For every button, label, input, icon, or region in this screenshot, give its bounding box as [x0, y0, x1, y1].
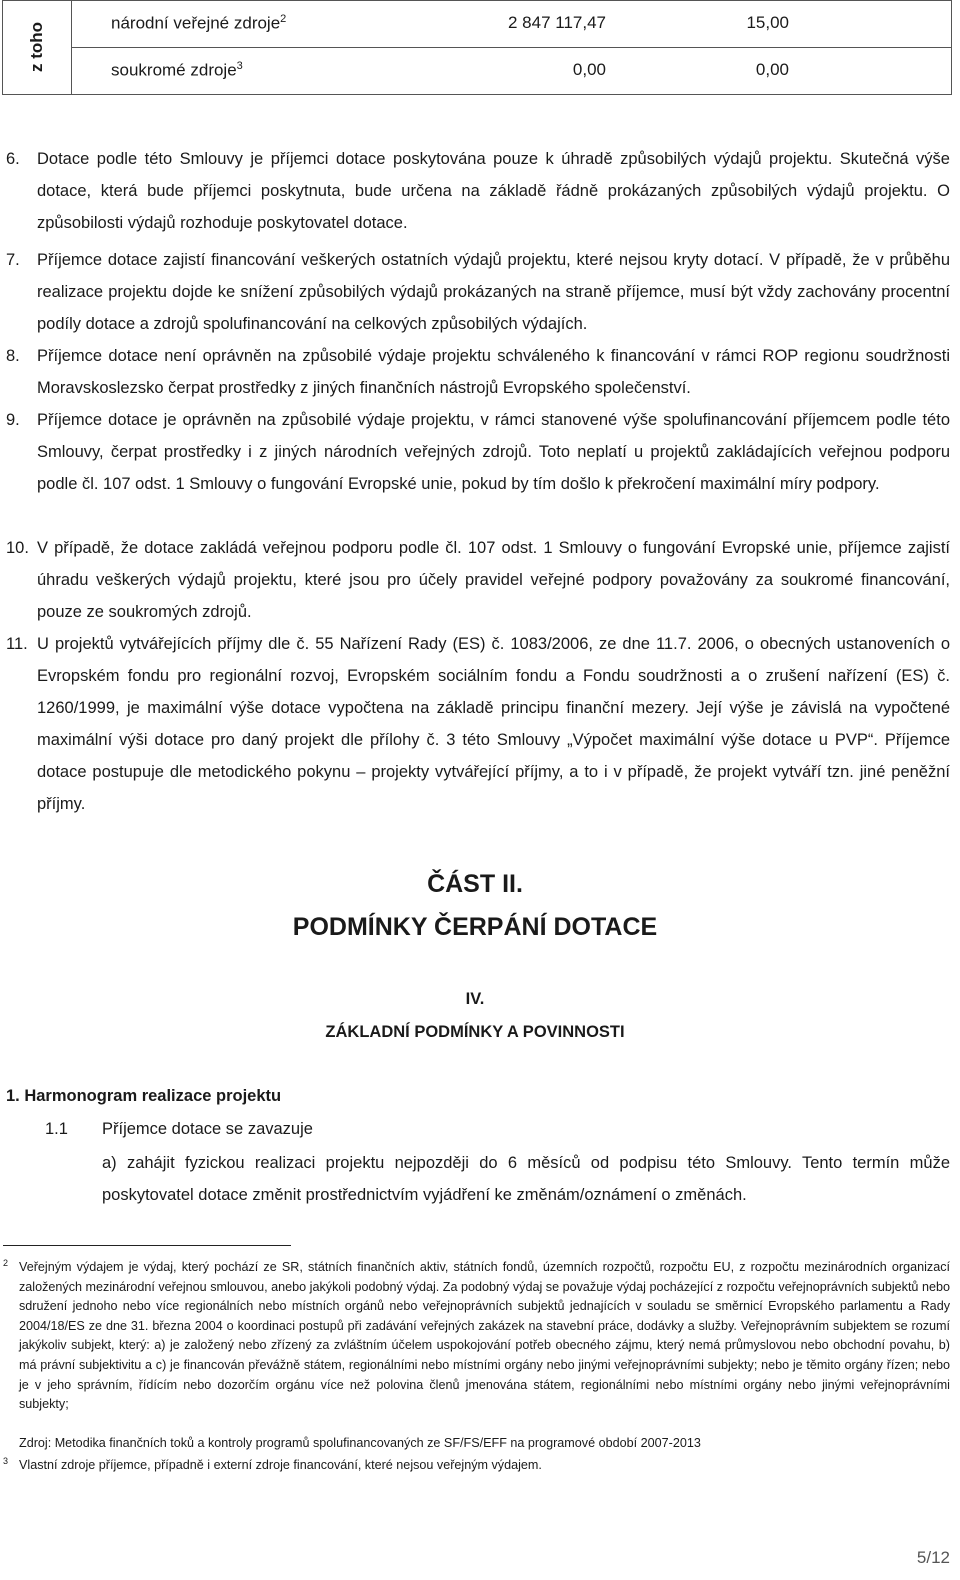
paragraph-11 [0, 628, 950, 820]
paragraph-text: Příjemce dotace zajistí financování veškerých ostatních výdajů projektu, které nejsou kryty dotací. V případě, že v průběhu realizace projektu dojde ke snížení způsobilých výdajů prokázaných na straně příjemce, musí být vždy zachovány procentní podíly dotace a zdrojů spolufinancování na celkových způsobilých výdajích. [37, 251, 950, 333]
article-number: IV. [465, 990, 485, 1008]
funding-table-side-cell [3, 1, 72, 94]
part-number: ČÁST II. [427, 870, 523, 898]
paragraph-text: V případě, že dotace zakládá veřejnou podporu podle čl. 107 odst. 1 Smlouvy o fungování Evropské unie, příjemce zajistí úhradu veškerých výdajů projektu, které jsou pro účely pravidel veřejné podpory považovány za soukromé financování, pouze ze soukromých zdrojů. [37, 539, 950, 621]
paragraph-number: 11. [6, 635, 28, 653]
funding-row-name: národní veřejné zdroje$^2$ [111, 13, 287, 33]
funding-row-amount: 0,00 [572, 60, 606, 79]
paragraph-number: 8. [6, 347, 20, 365]
footnote-ref: 3 [236, 60, 243, 72]
paragraph-8 [0, 340, 950, 404]
subsection-number: 1.1 [45, 1120, 68, 1138]
footnote-text: Veřejným výdajem je výdaj, který pochází ze SR, státních finančních aktiv, státních fondů, územních rozpočtů, rozpočtu EU, z rozpočtu mezinárodních organizací založených mezinárodní veřejnou smlouvou, anebo jakýkoli podobný výdaj. Za podobný výdaj se považuje výdaj pocházející z rozpočtu veřejnoprávních subjektů nebo sdružení jednoho nebo více regionálních nebo místních orgánů nebo veřejnoprávních subjektů jednajících v souladu se směrnicí Evropského parlamentu a Rady 2004/18/ES ze dne 31. března 2004 o koordinaci postupů při zadávání veřejných zakázek na stavební práce, dodávky a služby. Veřejnoprávním subjektem se rozumí jakýkoliv subjekt, který: a) je založený nebo zřízený za zvláštním účelem uspokojování potřeb obecného zájmu, který nemá průmyslovou nebo obchodní povahu, b) má právní subjektivitu a c) je financován převážně státem, regionálními nebo místními orgány nebo jinými veřejnoprávními subjekty; nebo je těmito orgány řízen; nebo je v jeho správním, řídícím nebo dozorčím orgánu více než polovina členů jmenována státem, regionálními nebo místními orgány nebo jinými veřejnoprávními subjekty; [19, 1260, 950, 1412]
footnote-source: Zdroj: Metodika finančních toků a kontroly programů spolufinancovaných ze SF/FS/EFF na programové období 2007-2013 [19, 1436, 701, 1450]
paragraph-6 [0, 143, 950, 239]
paragraph-number: 6. [6, 150, 20, 168]
paragraph-7 [0, 244, 950, 340]
paragraph-text: Příjemce dotace je oprávněn na způsobilé výdaje projektu, v rámci stanovené výše spolufinancování příjemcem podle této Smlouvy, čerpat prostředky i z jiných národních veřejných zdrojů. Toto neplatí u projektů zakládajících veřejnou podporu podle čl. 107 odst. 1 Smlouvy o fungování Evropské unie, pokud by tím došlo k překročení maximální míry podpory. [37, 411, 950, 493]
funding-table [2, 0, 952, 95]
part-title: PODMÍNKY ČERPÁNÍ DOTACE [292, 913, 658, 941]
footnote-3 [0, 1456, 950, 1476]
funding-row-private [71, 48, 951, 94]
paragraph-number: 7. [6, 251, 20, 269]
footnote-2 [0, 1258, 950, 1415]
paragraph-number: 10. [6, 539, 29, 557]
footnote-mark: 3 [3, 1456, 9, 1466]
footnote-divider [3, 1245, 291, 1246]
footnote-ref: 2 [280, 13, 287, 25]
funding-row-name: soukromé zdroje$^3$ [111, 60, 243, 80]
article-title: ZÁKLADNÍ PODMÍNKY A POVINNOSTI [325, 1023, 625, 1041]
paragraph-9 [0, 404, 950, 500]
funding-side-label: z toho [27, 21, 46, 73]
paragraph-10 [0, 532, 950, 628]
page-number: 5/12 [916, 1548, 950, 1567]
paragraph-text: Příjemce dotace není oprávněn na způsobilé výdaje projektu schváleného k financování v rámci ROP regionu soudržnosti Moravskoslezsko čerpat prostředky z jiných finančních nástrojů Evropského společenství. [37, 347, 950, 397]
paragraph-number: 9. [6, 411, 20, 429]
section-title: 1. Harmonogram realizace projektu [6, 1087, 282, 1105]
funding-row-amount: 2 847 117,47 [508, 13, 606, 32]
funding-row-national [71, 1, 951, 48]
paragraph-text: U projektů vytvářejících příjmy dle č. 55 Nařízení Rady (ES) č. 1083/2006, ze dne 11.7. 2006, o obecných ustanoveních o Evropském fondu pro regionální rozvoj, Evropském sociálním fondu a Fondu soudržnosti a o zrušení nařízení (ES) č. 1260/1999, je maximální výše dotace vypočtena na základě principu finanční mezery. Její výše je závislá na vypočtené maximální výši dotace pro daný projekt dle přílohy č. 3 této Smlouvy „Výpočet maximální výše dotace u PVP“. Příjemce dotace postupuje dle metodického pokynu – projekty vytvářející příjmy, a to i v případě, že projekt vytváří tzn. jiné peněžní příjmy. [37, 635, 950, 813]
paragraph-text: Dotace podle této Smlouvy je příjemci dotace poskytována pouze k úhradě způsobilých výdajů projektu. Skutečná výše dotace, která bude příjemci poskytnuta, bude určena na základě řádně prokázaných způsobilých výdajů projektu. O způsobilosti výdajů rozhoduje poskytovatel dotace. [37, 150, 950, 232]
funding-row-percent: 0,00 [755, 60, 789, 79]
subsection-title: Příjemce dotace se zavazuje [102, 1120, 313, 1138]
footnote-mark: 2 [3, 1258, 9, 1268]
funding-row-percent: 15,00 [746, 13, 789, 32]
footnote-text: Vlastní zdroje příjemce, případně i externí zdroje financování, které nejsou veřejným výdajem. [19, 1458, 542, 1472]
obligation-item-a: a) zahájit fyzickou realizaci projektu nejpozději do 6 měsíců od podpisu této Smlouvy. Tento termín může poskytovatel dotace změnit prostřednictvím vyjádření ke změnám/oznámení o změnách. [102, 1154, 950, 1204]
